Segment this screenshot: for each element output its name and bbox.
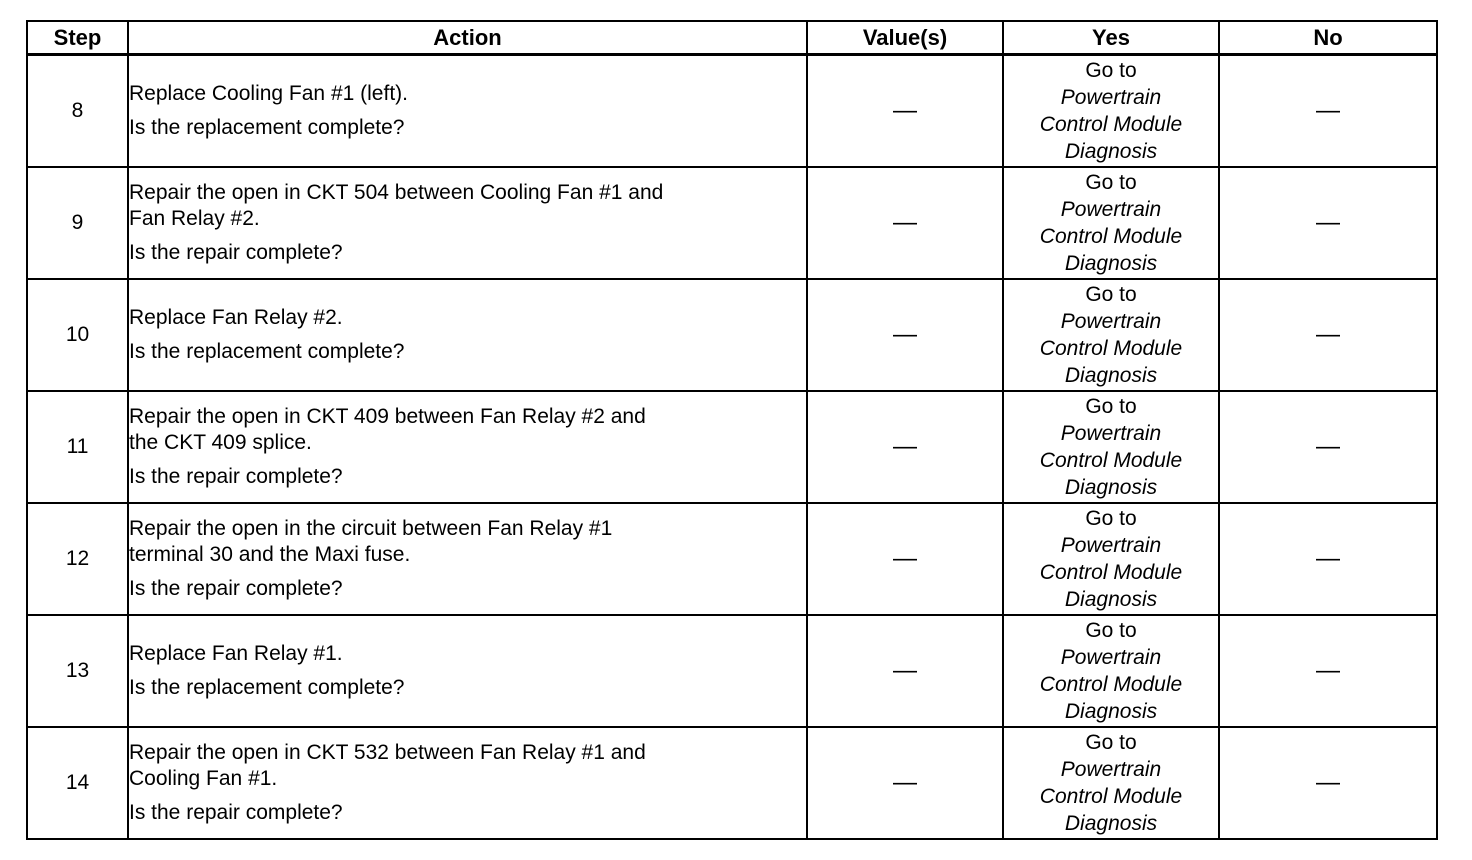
no-cell: — (1219, 615, 1437, 727)
yes-cell (1003, 503, 1219, 615)
yes-goto-text: Go to (1085, 618, 1137, 642)
yes-target-text: Diagnosis (1064, 139, 1158, 163)
table-body (27, 55, 1437, 839)
action-text: Repair the open in CKT 532 between Fan Relay #1 and (129, 740, 646, 764)
yes-cell (1003, 167, 1219, 279)
table-row (27, 391, 1437, 503)
action-cell (128, 167, 807, 279)
table-row (27, 615, 1437, 727)
action-cell (128, 727, 807, 839)
yes-target-text: Control Module (1039, 560, 1183, 584)
yes-goto-text: Go to (1085, 394, 1137, 418)
action-question: Is the replacement complete? (129, 115, 405, 139)
yes-target-text: Powertrain (1060, 421, 1162, 445)
yes-cell (1003, 727, 1219, 839)
yes-cell (1003, 55, 1219, 167)
action-cell (128, 55, 807, 167)
action-text: Repair the open in CKT 409 between Fan Relay #2 and (129, 404, 646, 428)
value-cell: — (807, 503, 1003, 615)
step-number: 10 (27, 279, 128, 391)
action-question: Is the repair complete? (129, 800, 343, 824)
step-number: 9 (27, 167, 128, 279)
yes-target-text: Diagnosis (1064, 475, 1158, 499)
step-number: 11 (27, 391, 128, 503)
action-question: Is the replacement complete? (129, 675, 405, 699)
yes-cell (1003, 391, 1219, 503)
yes-target-text: Control Module (1039, 336, 1183, 360)
table-row (27, 503, 1437, 615)
yes-goto-text: Go to (1085, 506, 1137, 530)
table-row (27, 279, 1437, 391)
header-yes: Yes (1003, 21, 1219, 55)
diagnostic-table (26, 20, 1438, 840)
step-number: 14 (27, 727, 128, 839)
yes-target-text: Control Module (1039, 112, 1183, 136)
value-cell: — (807, 279, 1003, 391)
action-text: Replace Fan Relay #2. (129, 305, 343, 329)
yes-target-text: Powertrain (1060, 757, 1162, 781)
step-number: 13 (27, 615, 128, 727)
yes-target-text: Powertrain (1060, 197, 1162, 221)
yes-goto-text: Go to (1085, 170, 1137, 194)
value-cell: — (807, 167, 1003, 279)
action-question: Is the repair complete? (129, 240, 343, 264)
action-cell (128, 391, 807, 503)
no-cell: — (1219, 391, 1437, 503)
value-cell: — (807, 615, 1003, 727)
yes-target-text: Control Module (1039, 448, 1183, 472)
action-text: Repair the open in the circuit between Fan Relay #1 (129, 516, 613, 540)
table-row (27, 167, 1437, 279)
yes-target-text: Diagnosis (1064, 251, 1158, 275)
yes-target-text: Control Module (1039, 224, 1183, 248)
header-row (27, 21, 1437, 55)
action-question: Is the repair complete? (129, 464, 343, 488)
no-cell: — (1219, 503, 1437, 615)
value-cell: — (807, 727, 1003, 839)
yes-target-text: Powertrain (1060, 533, 1162, 557)
yes-target-text: Diagnosis (1064, 699, 1158, 723)
action-cell (128, 503, 807, 615)
no-cell: — (1219, 167, 1437, 279)
table-row (27, 727, 1437, 839)
action-cell (128, 279, 807, 391)
yes-goto-text: Go to (1085, 58, 1137, 82)
no-cell: — (1219, 279, 1437, 391)
yes-target-text: Control Module (1039, 672, 1183, 696)
no-cell: — (1219, 55, 1437, 167)
action-text: Replace Cooling Fan #1 (left). (129, 81, 408, 105)
action-text: Replace Fan Relay #1. (129, 641, 343, 665)
action-question: Is the repair complete? (129, 576, 343, 600)
action-text: Cooling Fan #1. (129, 766, 278, 790)
header-values: Value(s) (807, 21, 1003, 55)
value-cell: — (807, 391, 1003, 503)
yes-target-text: Diagnosis (1064, 811, 1158, 835)
value-cell: — (807, 55, 1003, 167)
action-text: Fan Relay #2. (129, 206, 260, 230)
action-question: Is the replacement complete? (129, 339, 405, 363)
yes-cell (1003, 615, 1219, 727)
header-step: Step (27, 21, 128, 55)
action-text: the CKT 409 splice. (129, 430, 312, 454)
header-action: Action (128, 21, 807, 55)
header-no: No (1219, 21, 1437, 55)
yes-target-text: Powertrain (1060, 85, 1162, 109)
no-cell: — (1219, 727, 1437, 839)
yes-cell (1003, 279, 1219, 391)
yes-target-text: Diagnosis (1064, 587, 1158, 611)
action-cell (128, 615, 807, 727)
yes-target-text: Powertrain (1060, 645, 1162, 669)
yes-goto-text: Go to (1085, 730, 1137, 754)
action-text: Repair the open in CKT 504 between Cooling Fan #1 and (129, 180, 664, 204)
step-number: 12 (27, 503, 128, 615)
yes-target-text: Diagnosis (1064, 363, 1158, 387)
action-text: terminal 30 and the Maxi fuse. (129, 542, 411, 566)
yes-target-text: Powertrain (1060, 309, 1162, 333)
yes-goto-text: Go to (1085, 282, 1137, 306)
step-number: 8 (27, 55, 128, 167)
yes-target-text: Control Module (1039, 784, 1183, 808)
table-row (27, 55, 1437, 167)
